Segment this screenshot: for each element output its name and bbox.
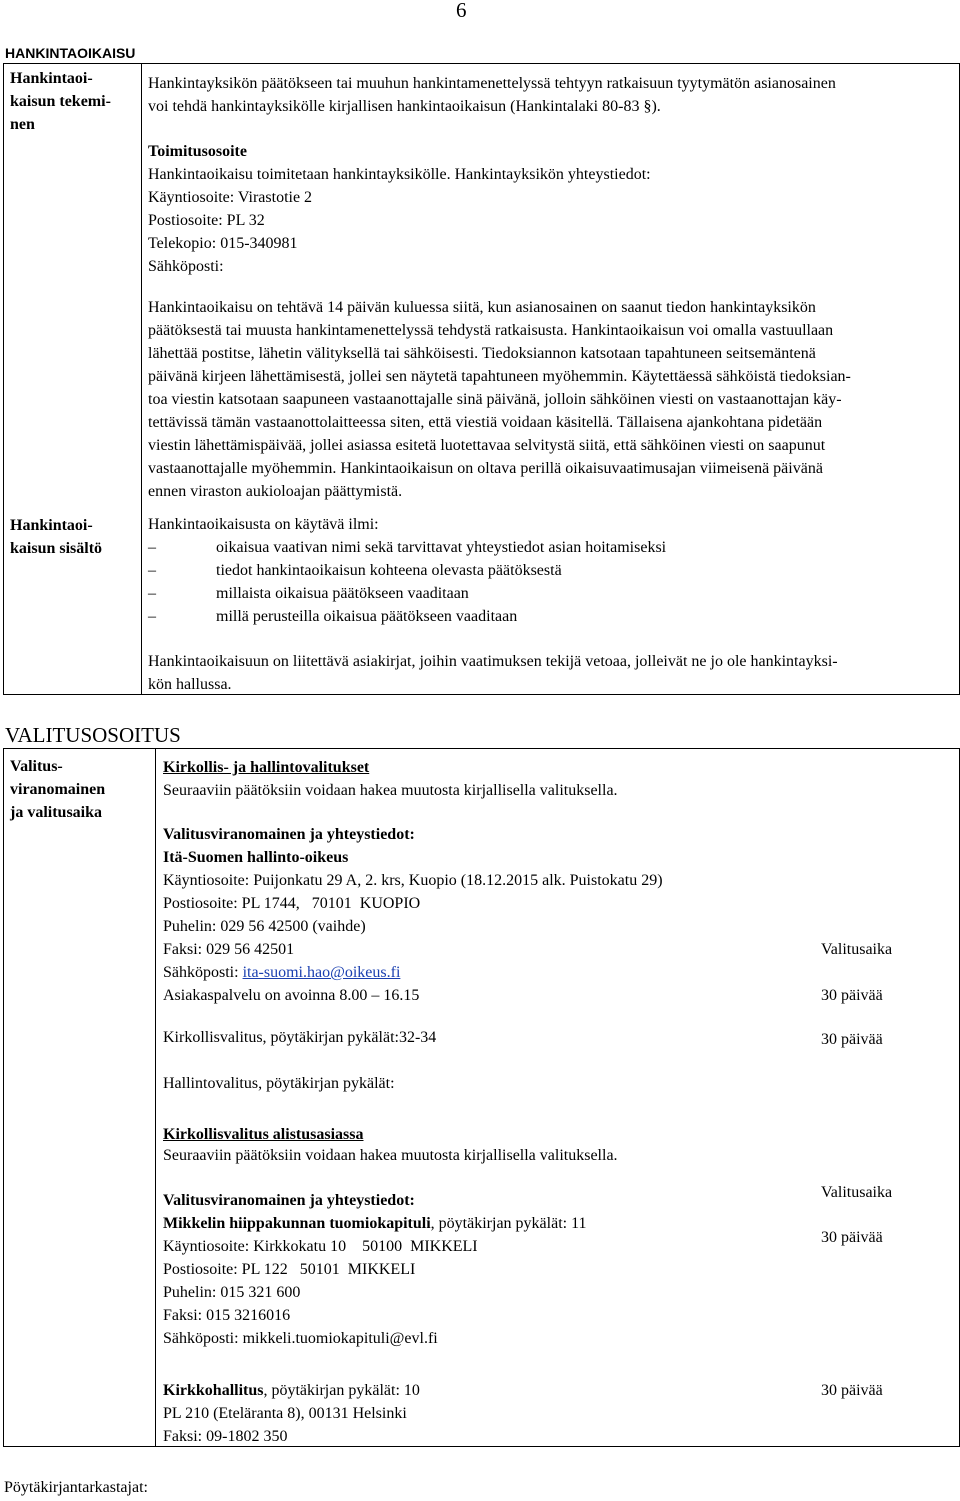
section-title-hankintaoikaisu: HANKINTAOIKAISU xyxy=(5,45,136,61)
dash-bullet: – xyxy=(148,539,156,556)
dash-bullet: – xyxy=(148,585,156,602)
block2-contact: Käyntiosoite: Kirkkokatu 10 50100 MIKKELI Postiosoite: PL 122 50101 MIKKELI Puhelin: 015 321 600 Faksi: 015 3216016 Sähköposti: mikkeli.tuomiokapituli@evl.fi xyxy=(163,1238,478,1347)
list-item: – oikaisua vaativan nimi sekä tarvittavat yhteystiedot asian hoitamiseksi xyxy=(148,536,954,559)
block2-intro: Seuraaviin päätöksiin voidaan hakea muutosta kirjallisella valituksella. xyxy=(163,1147,618,1164)
page-number: 6 xyxy=(456,0,467,22)
admin-appeal-line: Hallintovalitus, pöytäkirjan pykälät: xyxy=(163,1075,395,1092)
church-appeal-line: Kirkollisvalitus, pöytäkirjan pykälät:32-34 xyxy=(163,1029,437,1046)
dash-bullet: – xyxy=(148,562,156,579)
list-item: – millaista oikaisua päätökseen vaaditaan xyxy=(148,582,954,605)
email-link[interactable]: ita-suomi.hao@oikeus.fi xyxy=(242,964,401,981)
row-label-sisalto: Hankintaoi- kaisun sisältö xyxy=(10,517,103,557)
block2-authority-heading: Valitusviranomainen ja yhteystiedot: xyxy=(163,1192,415,1209)
block1-intro: Seuraaviin päätöksiin voidaan hakea muutosta kirjallisella valituksella. xyxy=(163,782,618,799)
dash-bullet: – xyxy=(148,608,156,625)
block1-period-heading: Valitusaika xyxy=(821,941,893,958)
row-label-valitusviranomainen: Valitus- viranomainen ja valitusaika xyxy=(10,758,106,821)
list-item: – tiedot hankintaoikaisun kohteena olevasta päätöksestä xyxy=(148,559,954,582)
block3-authority: Kirkkohallitus, pöytäkirjan pykälät: 10 xyxy=(163,1382,420,1399)
heading-kirkollis-hallintovalitukset: Kirkollis- ja hallintovalitukset xyxy=(163,759,370,776)
block1-authority-name: Itä-Suomen hallinto-oikeus xyxy=(163,849,349,866)
block3-period: 30 päivää xyxy=(821,1382,883,1399)
hankintaoikaisu-table-divider xyxy=(141,63,142,695)
footer-poytakirjantarkastajat: Pöytäkirjantarkastajat: xyxy=(4,1479,148,1496)
block1-period-2: 30 päivää xyxy=(821,1031,883,1048)
block2-period: 30 päivää xyxy=(821,1229,883,1246)
list-item: – millä perusteilla oikaisua päätökseen vaaditaan xyxy=(148,605,954,628)
block2-authority: Mikkelin hiippakunnan tuomiokapituli, pöytäkirjan pykälät: 11 xyxy=(163,1215,587,1232)
heading-kirkollisvalitus-alistusasiassa: Kirkollisvalitus alistusasiassa xyxy=(163,1126,364,1143)
block2-period-heading: Valitusaika xyxy=(821,1184,893,1201)
block3-address: PL 210 (Eteläranta 8), 00131 Helsinki xyxy=(163,1405,407,1422)
row-label-tekeminen: Hankintaoi- kaisun tekemi- nen xyxy=(10,70,111,133)
valitusosoitus-table-divider xyxy=(155,748,156,1447)
content-requirements: Hankintaoikaisusta on käytävä ilmi: – oikaisua vaativan nimi sekä tarvittavat yhteystiedot asian hoitamiseksi – tiedot hankintaoikaisun kohteena olevasta päätöksestä – millaista oikaisua päätökseen vaaditaan – millä perusteilla oikaisua päätökseen vaaditaan xyxy=(148,513,954,628)
block1-period-1: 30 päivää xyxy=(821,987,883,1004)
intro-paragraph: Hankintayksikön päätökseen tai muuhun hankintamenettelyssä tehtyyn ratkaisuun tyytymätön asianosainen voi tehdä hankintayksikölle kirjallisen hankintaoikaisun (Hankintalaki 80-83 §). xyxy=(148,75,836,115)
block3-fax: Faksi: 09-1802 350 xyxy=(163,1428,288,1445)
deadline-paragraph: Hankintaoikaisu on tehtävä 14 päivän kuluessa siitä, kun asianosainen on saanut tiedon hankintayksikön päätöksestä tai muusta hankintamenettelyssä tehdystä ratkaisusta. Hankintaoikaisun voi omalla vastuullaan lähettää postitse, lähetin välityksellä tai sähköisesti. Tiedoksiannon katsotaan tapahtuneen seitsemäntenä päivänä kirjeen lähettämisestä, jollei sen näytetä tapahtuneen myöhemmin. Käytettäessä sähköistä tiedoksian- toa viestin katsotaan saapuneen vastaanottajalle sinä päivänä, jolloin sähköinen viesti on vastaanottajan käy- tettävissä tämän vastaanottolaitteessa siten, että viestiä voidaan käsitellä. Tällaisena ajankohtana pidetään viestin lähettämispäivää, jollei asiassa esitetä luotettavaa selvitystä siitä, että sähköinen viesti on saapunut vastaanottajalle myöhemmin. Hankintaoikaisun on oltava perillä oikaisuvaatimusajan viimeisenä päivänä ennen viraston aukioloajan päättymistä. xyxy=(148,299,851,500)
delivery-heading: Toimitusosoite xyxy=(148,143,247,160)
delivery-address: Hankintaoikaisu toimitetaan hankintayksikölle. Hankintayksikön yhteystiedot: Käyntiosoite: Virastotie 2 Postiosoite: PL 32 Telekopio: 015-340981 Sähköposti: xyxy=(148,166,651,275)
attachments-paragraph: Hankintaoikaisuun on liitettävä asiakirjat, joihin vaatimuksen tekijä vetoaa, jolleivät ne jo ole hankintayksi- kön hallussa. xyxy=(148,653,838,693)
section-title-valitusosoitus: VALITUSOSOITUS xyxy=(5,723,181,747)
block1-contact: Käyntiosoite: Puijonkatu 29 A, 2. krs, Kuopio (18.12.2015 alk. Puistokatu 29) Postiosoite: PL 1744, 70101 KUOPIO Puhelin: 029 56 42500 (vaihde) Faksi: 029 56 42501 Sähköposti: ita-suomi.hao@oikeus.fi Asiakaspalvelu on avoinna 8.00 – 16.15 xyxy=(163,872,663,1004)
block1-authority-heading: Valitusviranomainen ja yhteystiedot: xyxy=(163,826,415,843)
